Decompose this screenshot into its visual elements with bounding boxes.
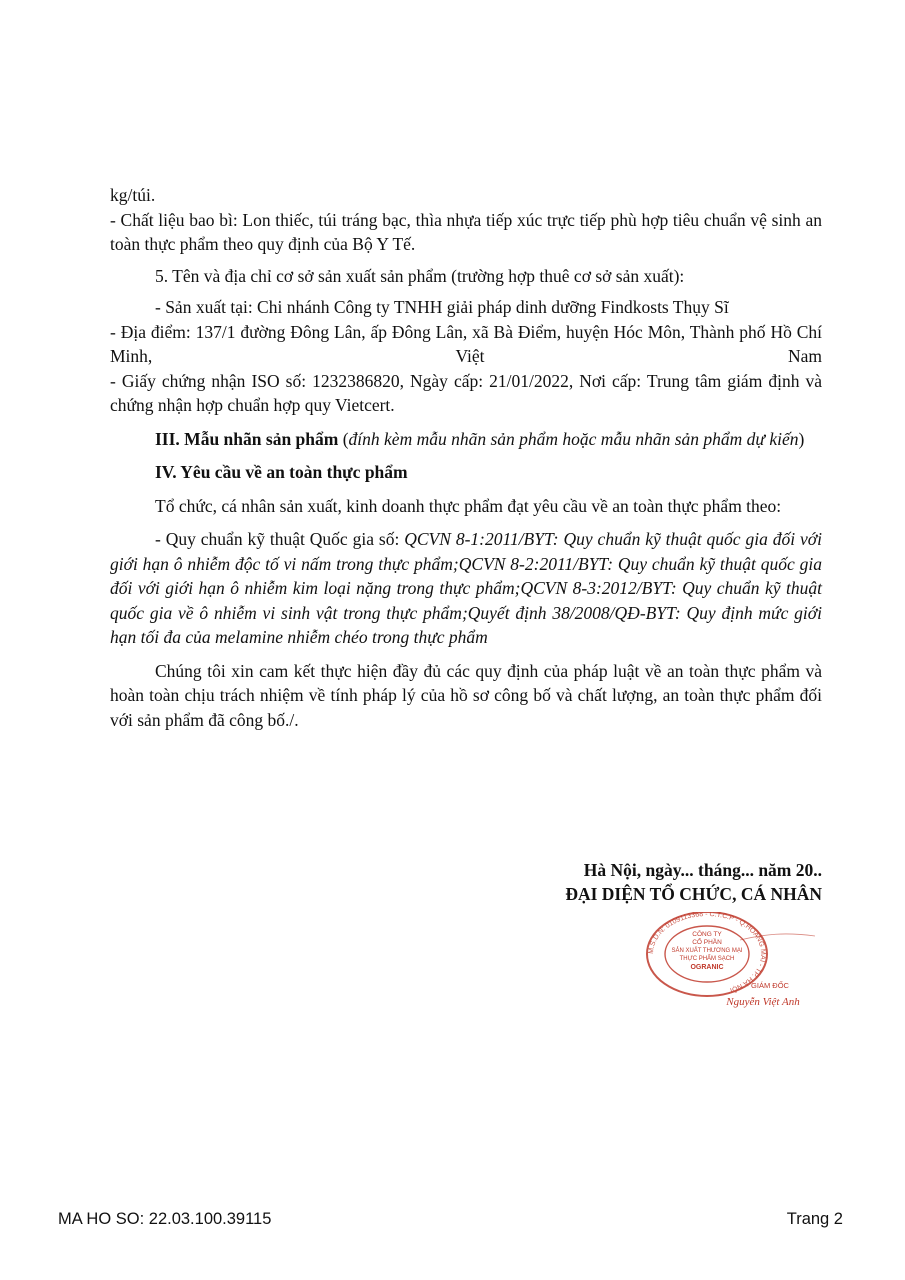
paragraph-packaging-material: - Chất liệu bao bì: Lon thiếc, túi tráng bạc, thìa nhựa tiếp xúc trực tiếp phù hợp tiêu chuẩn vệ sinh an toàn thực phẩm theo quy định của Bộ Y Tế.: [110, 209, 822, 254]
footer-file-code: MA HO SO: 22.03.100.39115: [58, 1210, 272, 1228]
seal-line-3: SẢN XUẤT THƯƠNG MẠI: [671, 948, 743, 954]
signature-name: Nguyễn Việt Anh: [726, 996, 800, 1008]
paragraph-address: - Địa điểm: 137/1 đường Đông Lân, ấp Đông Lân, xã Bà Điểm, huyện Hóc Môn, Thành phố Hồ Chí Minh, Việt Nam: [110, 321, 822, 366]
paragraph-unit: kg/túi.: [110, 185, 156, 205]
seal-ring-text: M.S.D.N: 0109113368 - C.T.C.P - Q.HOÀNG MAI - TP. HÀ NỘI: [647, 912, 767, 994]
section-3-close-paren: ): [798, 428, 805, 449]
section-3-title: III. Mẫu nhãn sản phẩm: [155, 428, 339, 449]
paragraph-commitment: Chúng tôi xin cam kết thực hiện đầy đủ các quy định của pháp luật về an toàn thực phẩm và hoàn toàn chịu trách nhiệm về tính pháp lý của hồ sơ công bố và chất lượng, an toàn thực phẩm đối với sản phẩm đã công bố./.: [110, 660, 822, 730]
regulations-list: QCVN 8-1:2011/BYT: Quy chuẩn kỹ thuật quốc gia đối với giới hạn ô nhiễm độc tố vi nấm trong thực phẩm;QCVN 8-2:2011/BYT: Quy chuẩn kỹ thuật quốc gia đối với giới hạn ô nhiễm kim loại nặng trong thực phẩm;QCVN 8-3:2012/BYT: Quy chuẩn kỹ thuật quốc gia về ô nhiễm vi sinh vật trong thực phẩm;Quyết định 38/2008/QĐ-BYT: Quy định mức giới hạn tối đa của melamine nhiễm chéo trong thực phẩm: [110, 529, 822, 647]
regulations-prefix: - Quy chuẩn kỹ thuật Quốc gia số:: [155, 529, 405, 549]
paragraph-manufactured-at: - Sản xuất tại: Chi nhánh Công ty TNHH giải pháp dinh dưỡng Findkosts Thụy Sĩ: [155, 297, 729, 317]
paragraph-safety-requirements: Tổ chức, cá nhân sản xuất, kinh doanh thực phẩm đạt yêu cầu về an toàn thực phẩm theo:: [155, 495, 782, 516]
section-3-heading: [110, 427, 822, 452]
signoff-date-line: Hà Nội, ngày... tháng... năm 20..: [583, 860, 822, 880]
seal-line-4: THỰC PHẨM SẠCH: [679, 956, 735, 962]
seal-title: GIÁM ĐỐC: [751, 981, 789, 990]
company-seal-graphic: [645, 912, 845, 1012]
seal-line-2: CỔ PHẦN: [692, 939, 722, 946]
section-4-title: IV. Yêu cầu về an toàn thực phẩm: [155, 462, 408, 482]
paragraph-manufacturer-heading: 5. Tên và địa chỉ cơ sở sản xuất sản phẩm (trường hợp thuê cơ sở sản xuất):: [155, 265, 685, 286]
section-4-heading: [110, 460, 822, 485]
section-3-note: đính kèm mẫu nhãn sản phẩm hoặc mẫu nhãn sản phẩm dự kiến: [348, 428, 799, 449]
seal-line-1: CÔNG TY: [692, 931, 722, 938]
signoff-representative-line: ĐẠI DIỆN TỔ CHỨC, CÁ NHÂN: [565, 884, 822, 904]
document-body: [110, 183, 822, 732]
signoff-block: [565, 858, 822, 906]
company-seal: [645, 912, 845, 1012]
section-3-open-paren: (: [338, 428, 349, 449]
seal-line-5: OGRANIC: [690, 964, 724, 971]
paragraph-technical-regulations: [110, 527, 822, 650]
paragraph-iso-certificate: - Giấy chứng nhận ISO số: 1232386820, Ngày cấp: 21/01/2022, Nơi cấp: Trung tâm giám định và chứng nhận hợp chuẩn hợp quy Vietcert.: [110, 370, 822, 415]
footer-page-number: Trang 2: [786, 1210, 843, 1228]
